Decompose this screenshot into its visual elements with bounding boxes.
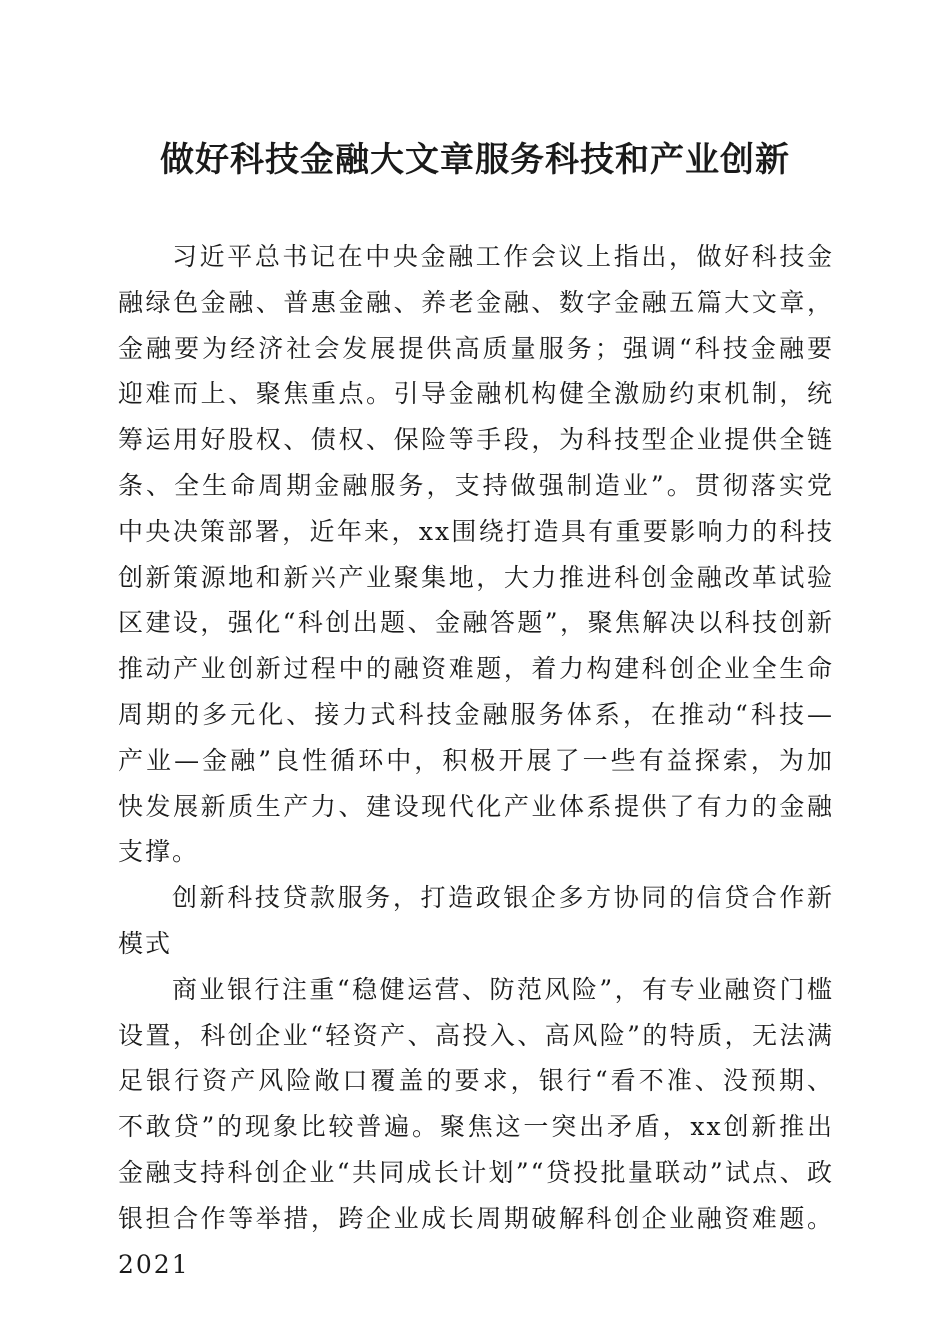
paragraph-section-heading: 创新科技贷款服务，打造政银企多方协同的信贷合作新模式: [118, 883, 834, 958]
paragraph-bank-loans: 商业银行注重“稳健运营、防范风险”，有专业融资门槛设置，科创企业“轻资产、高投入、高风险”的特质，无法满足银行资产风险敞口覆盖的要求，银行“看不准、没预期、不敢贷”的现象比较普遍。聚焦这一突出矛盾，xx创新推出金融支持科创企业“共同成长计划”“贷投批量联动”试点、政银担合作等举措，跨企业成长周期破解科创企业融资难题。2021: [118, 974, 834, 1279]
paragraph-intro: 习近平总书记在中央金融工作会议上指出，做好科技金融绿色金融、普惠金融、养老金融、数字金融五篇大文章，金融要为经济社会发展提供高质量服务；强调“科技金融要迎难而上、聚焦重点。引导金融机构健全激励约束机制，统筹运用好股权、债权、保险等手段，为科技型企业提供全链条、全生命周期金融服务，支持做强制造业”。贯彻落实党中央决策部署，近年来，xx围绕打造具有重要影响力的科技创新策源地和新兴产业聚集地，大力推进科创金融改革试验区建设，强化“科创出题、金融答题”，聚焦解决以科技创新推动产业创新过程中的融资难题，着力构建科创企业全生命周期的多元化、接力式科技金融服务体系，在推动“科技—产业—金融”良性循环中，积极开展了一些有益探索，为加快发展新质生产力、建设现代化产业体系提供了有力的金融支撑。: [118, 242, 834, 867]
document-title: 做好科技金融大文章服务科技和产业创新: [160, 140, 790, 180]
document-body: [118, 234, 834, 1287]
